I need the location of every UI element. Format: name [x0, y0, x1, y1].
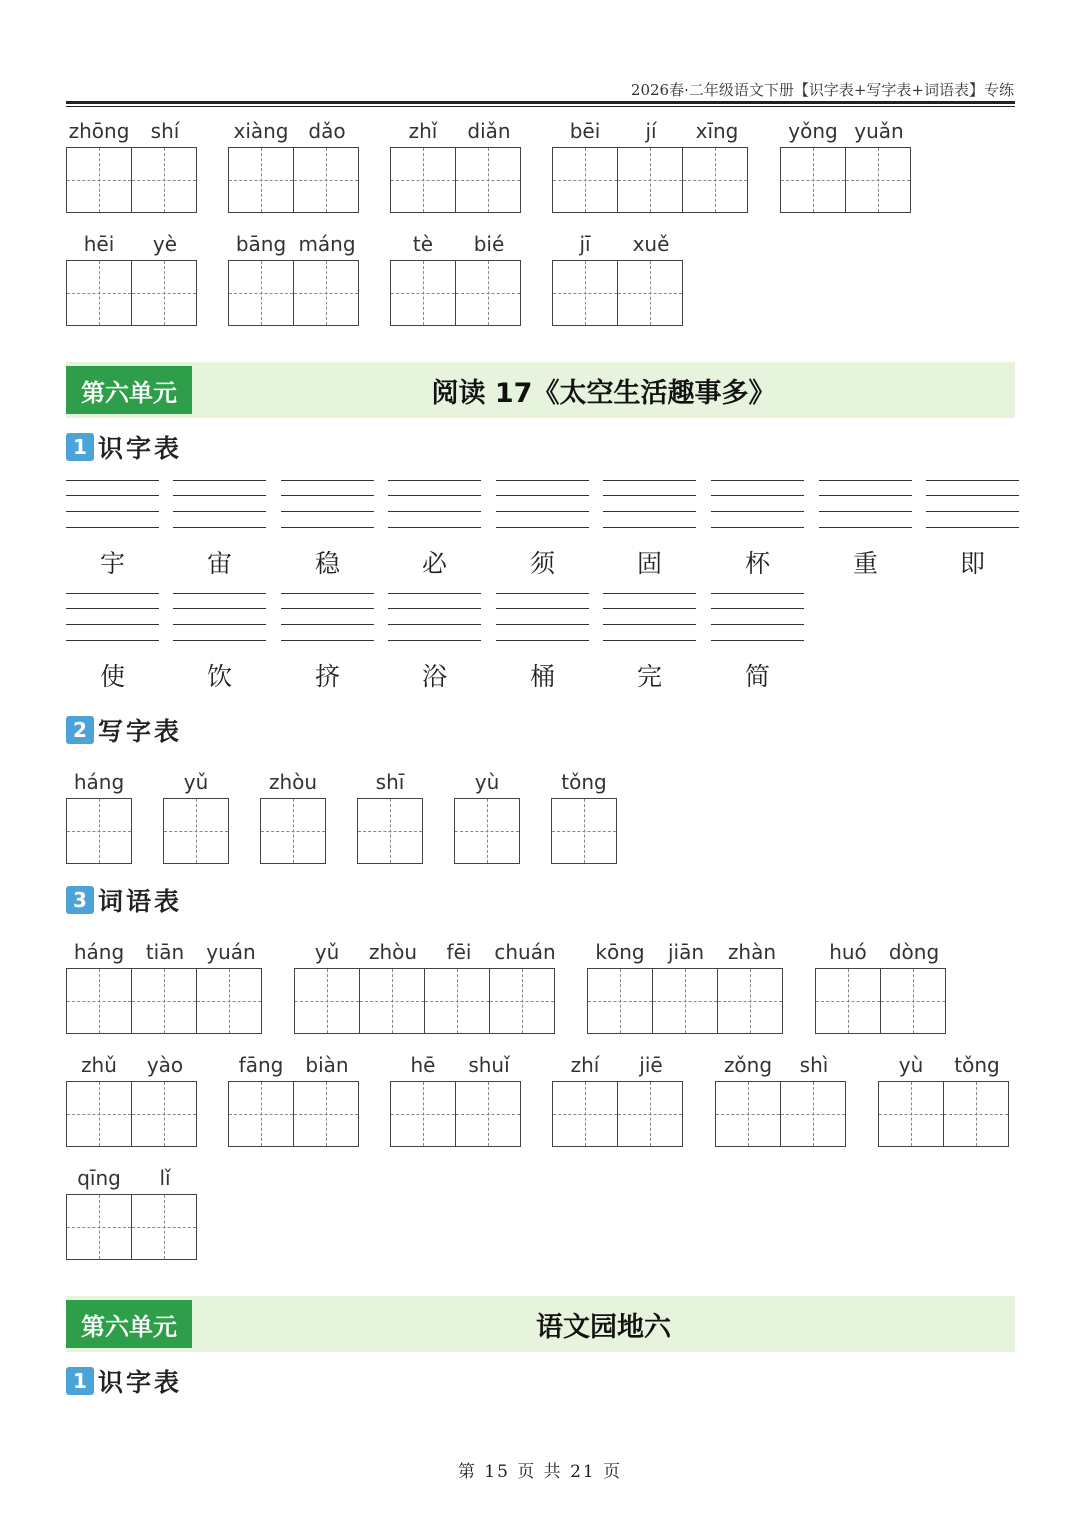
pinyin-label: zhǐ	[408, 119, 438, 143]
pinyin-label: yǔ	[314, 940, 340, 964]
pinyin-writing-lines[interactable]	[66, 593, 159, 641]
xiezi-item	[357, 764, 423, 864]
tianzige-box[interactable]	[131, 1081, 197, 1147]
pinyin-label: jí	[645, 119, 657, 143]
pinyin-label: zhòu	[268, 770, 318, 794]
unit-banner	[66, 362, 1015, 418]
tianzige-box[interactable]	[293, 147, 359, 213]
tianzige-box[interactable]	[880, 968, 946, 1034]
tianzige-box[interactable]	[293, 1081, 359, 1147]
tianzige-box[interactable]	[845, 147, 911, 213]
tianzige-box[interactable]	[131, 1194, 197, 1260]
pinyin-label: fēi	[446, 940, 472, 964]
pinyin-label: jī	[579, 232, 591, 256]
lesson-title: 阅读 17《太空生活趣事多》	[431, 377, 776, 409]
shizi-cell	[66, 480, 159, 580]
pinyin-writing-lines[interactable]	[926, 480, 1019, 528]
tianzige-box[interactable]	[66, 147, 132, 213]
ciyu-word-group	[294, 934, 558, 1034]
pinyin-label: huó	[829, 940, 867, 964]
shizi-character: 稳	[314, 549, 340, 578]
pinyin-label: xuě	[632, 232, 670, 256]
pinyin-label: bāng	[235, 232, 287, 256]
xiezi-item	[260, 764, 326, 864]
tianzige-box[interactable]	[617, 260, 683, 326]
pinyin-label: zhǔ	[81, 1053, 117, 1077]
word-group	[780, 113, 912, 213]
pinyin-writing-lines[interactable]	[173, 480, 266, 528]
unit-tag: 第六单元	[66, 366, 192, 414]
pinyin-label: dǎo	[308, 119, 346, 143]
page-footer: 第 15 页 共 21 页	[457, 1462, 623, 1482]
pinyin-writing-lines[interactable]	[281, 480, 374, 528]
pinyin-label: shì	[799, 1053, 829, 1077]
word-group	[66, 113, 198, 213]
word-group	[552, 113, 750, 213]
shizi-character: 挤	[314, 662, 340, 691]
shizi-character: 完	[636, 662, 662, 691]
pinyin-label: shuǐ	[468, 1053, 510, 1077]
tianzige-box[interactable]	[489, 968, 555, 1034]
shizi-character: 即	[959, 549, 985, 578]
tianzige-box[interactable]	[66, 968, 132, 1034]
pinyin-label: jiān	[667, 940, 705, 964]
pinyin-label: bié	[473, 232, 505, 256]
pinyin-label: háng	[73, 770, 125, 794]
word-group	[390, 226, 522, 326]
pinyin-writing-lines[interactable]	[388, 593, 481, 641]
pinyin-label: zhōng	[68, 119, 130, 143]
lesson-title: 语文园地六	[536, 1311, 671, 1343]
pinyin-label: chuán	[494, 940, 556, 964]
section-label: 识字表	[98, 1368, 183, 1397]
pinyin-label: shí	[150, 119, 180, 143]
pinyin-writing-lines[interactable]	[819, 480, 912, 528]
pinyin-label: yù	[474, 770, 500, 794]
tianzige-box[interactable]	[390, 260, 456, 326]
shizi-character: 桶	[529, 662, 555, 691]
tianzige-box[interactable]	[131, 147, 197, 213]
shizi-character: 杯	[744, 549, 770, 578]
tianzige-box[interactable]	[66, 260, 132, 326]
section-xiezi	[66, 713, 182, 747]
tianzige-box[interactable]	[780, 1081, 846, 1147]
section-label: 识字表	[98, 434, 183, 463]
tianzige-box[interactable]	[717, 968, 783, 1034]
shizi-cell	[388, 480, 481, 580]
shizi-cell	[173, 593, 266, 693]
pinyin-label: diǎn	[467, 119, 511, 143]
section-ciyu	[66, 883, 182, 917]
tianzige-box[interactable]	[131, 968, 197, 1034]
pinyin-label: kōng	[595, 940, 645, 964]
word-group	[228, 113, 360, 213]
pinyin-label: zhòu	[368, 940, 418, 964]
pinyin-label: yǒng	[788, 119, 838, 143]
tianzige-box[interactable]	[715, 1081, 781, 1147]
tianzige-box[interactable]	[455, 260, 521, 326]
shizi-cell	[496, 593, 589, 693]
tianzige-box[interactable]	[293, 260, 359, 326]
tianzige-box[interactable]	[878, 1081, 944, 1147]
tianzige-box[interactable]	[552, 260, 618, 326]
tianzige-box[interactable]	[66, 1194, 132, 1260]
pinyin-writing-lines[interactable]	[496, 593, 589, 641]
ciyu-word-group	[552, 1047, 684, 1147]
tianzige-box[interactable]	[455, 1081, 521, 1147]
ciyu-word-group	[587, 934, 785, 1034]
tianzige-box[interactable]	[587, 968, 653, 1034]
pinyin-label: jiē	[639, 1053, 663, 1077]
pinyin-label: dòng	[888, 940, 940, 964]
shizi-cell	[926, 480, 1019, 580]
shizi-cell	[603, 593, 696, 693]
pinyin-label: tǒng	[561, 770, 607, 794]
shizi-cell	[281, 480, 374, 580]
tianzige-box[interactable]	[228, 260, 294, 326]
document-header: 2026春·二年级语文下册【识字表+写字表+词语表】专练	[630, 81, 1014, 99]
pinyin-label: fāng	[238, 1053, 284, 1077]
shizi-character: 宇	[99, 549, 125, 578]
tianzige-box[interactable]	[228, 1081, 294, 1147]
unit-banner	[66, 1296, 1015, 1352]
tianzige-box[interactable]	[454, 798, 520, 864]
shizi-cell	[173, 480, 266, 580]
xiezi-item	[454, 764, 520, 864]
tianzige-box[interactable]	[815, 968, 881, 1034]
section-label: 词语表	[98, 887, 183, 916]
pinyin-label: yào	[146, 1053, 184, 1077]
pinyin-label: xiàng	[233, 119, 289, 143]
tianzige-box[interactable]	[652, 968, 718, 1034]
pinyin-label: lǐ	[159, 1166, 171, 1190]
pinyin-label: tiān	[145, 940, 185, 964]
tianzige-box[interactable]	[682, 147, 748, 213]
shizi-character: 饮	[206, 662, 232, 691]
tianzige-box[interactable]	[131, 260, 197, 326]
pinyin-label: yǔ	[183, 770, 209, 794]
xiezi-item	[551, 764, 617, 864]
tianzige-box[interactable]	[780, 147, 846, 213]
ciyu-word-group	[228, 1047, 360, 1147]
tianzige-box[interactable]	[552, 1081, 618, 1147]
section-label: 写字表	[98, 717, 183, 746]
tianzige-box[interactable]	[943, 1081, 1009, 1147]
section-shizi-2	[66, 1364, 182, 1398]
pinyin-label: qīng	[77, 1166, 121, 1190]
pinyin-writing-lines[interactable]	[711, 593, 804, 641]
tianzige-box[interactable]	[228, 147, 294, 213]
shizi-cell	[711, 593, 804, 693]
tianzige-box[interactable]	[455, 147, 521, 213]
pinyin-writing-lines[interactable]	[603, 480, 696, 528]
pinyin-label: yuán	[206, 940, 256, 964]
tianzige-box[interactable]	[163, 798, 229, 864]
section-number: 2	[66, 716, 94, 744]
tianzige-box[interactable]	[424, 968, 490, 1034]
pinyin-writing-lines[interactable]	[496, 480, 589, 528]
shizi-character: 宙	[206, 549, 232, 578]
pinyin-label: shī	[375, 770, 405, 794]
pinyin-label: yù	[898, 1053, 924, 1077]
ciyu-word-group	[878, 1047, 1010, 1147]
tianzige-box[interactable]	[260, 798, 326, 864]
tianzige-box[interactable]	[66, 798, 132, 864]
pinyin-writing-lines[interactable]	[603, 593, 696, 641]
shizi-character: 固	[636, 549, 662, 578]
pinyin-writing-lines[interactable]	[66, 480, 159, 528]
word-group	[228, 226, 360, 326]
shizi-cell	[496, 480, 589, 580]
ciyu-word-group	[66, 1160, 198, 1260]
ciyu-word-group	[390, 1047, 522, 1147]
shizi-character: 使	[99, 662, 125, 691]
tianzige-box[interactable]	[617, 147, 683, 213]
tianzige-box[interactable]	[617, 1081, 683, 1147]
pinyin-label: biàn	[305, 1053, 349, 1077]
word-group	[552, 226, 684, 326]
ciyu-word-group	[66, 934, 264, 1034]
tianzige-box[interactable]	[66, 1081, 132, 1147]
pinyin-label: tè	[412, 232, 434, 256]
xiezi-item	[163, 764, 229, 864]
ciyu-word-group	[66, 1047, 198, 1147]
pinyin-label: bēi	[569, 119, 601, 143]
section-number: 1	[66, 433, 94, 461]
pinyin-writing-lines[interactable]	[281, 593, 374, 641]
word-group	[66, 226, 198, 326]
shizi-cell	[819, 480, 912, 580]
section-number: 3	[66, 886, 94, 914]
xiezi-item	[66, 764, 132, 864]
pinyin-label: máng	[298, 232, 356, 256]
shizi-character: 浴	[421, 662, 447, 691]
section-shizi	[66, 430, 182, 464]
pinyin-label: zhàn	[727, 940, 777, 964]
pinyin-writing-lines[interactable]	[173, 593, 266, 641]
tianzige-box[interactable]	[552, 147, 618, 213]
pinyin-label: hē	[410, 1053, 436, 1077]
pinyin-label: tǒng	[954, 1053, 1000, 1077]
tianzige-box[interactable]	[359, 968, 425, 1034]
pinyin-label: hēi	[83, 232, 115, 256]
shizi-cell	[281, 593, 374, 693]
shizi-character: 必	[421, 549, 447, 578]
pinyin-label: xīng	[695, 119, 739, 143]
shizi-cell	[388, 593, 481, 693]
ciyu-word-group	[815, 934, 947, 1034]
pinyin-label: yuǎn	[854, 119, 904, 143]
ciyu-word-group	[715, 1047, 847, 1147]
tianzige-box[interactable]	[196, 968, 262, 1034]
header-rule	[66, 101, 1015, 104]
tianzige-box[interactable]	[357, 798, 423, 864]
shizi-cell	[603, 480, 696, 580]
pinyin-label: zǒng	[723, 1053, 773, 1077]
tianzige-box[interactable]	[294, 968, 360, 1034]
tianzige-box[interactable]	[390, 147, 456, 213]
shizi-cell	[711, 480, 804, 580]
pinyin-label: zhí	[570, 1053, 600, 1077]
pinyin-writing-lines[interactable]	[711, 480, 804, 528]
pinyin-label: háng	[73, 940, 125, 964]
pinyin-label: yè	[152, 232, 178, 256]
shizi-cell	[66, 593, 159, 693]
pinyin-writing-lines[interactable]	[388, 480, 481, 528]
header-rule-thin	[66, 106, 1015, 107]
tianzige-box[interactable]	[390, 1081, 456, 1147]
section-number: 1	[66, 1367, 94, 1395]
shizi-character: 重	[852, 549, 878, 578]
shizi-character: 须	[529, 549, 555, 578]
shizi-character: 简	[744, 662, 770, 691]
word-group	[390, 113, 522, 213]
tianzige-box[interactable]	[551, 798, 617, 864]
unit-tag: 第六单元	[66, 1300, 192, 1348]
